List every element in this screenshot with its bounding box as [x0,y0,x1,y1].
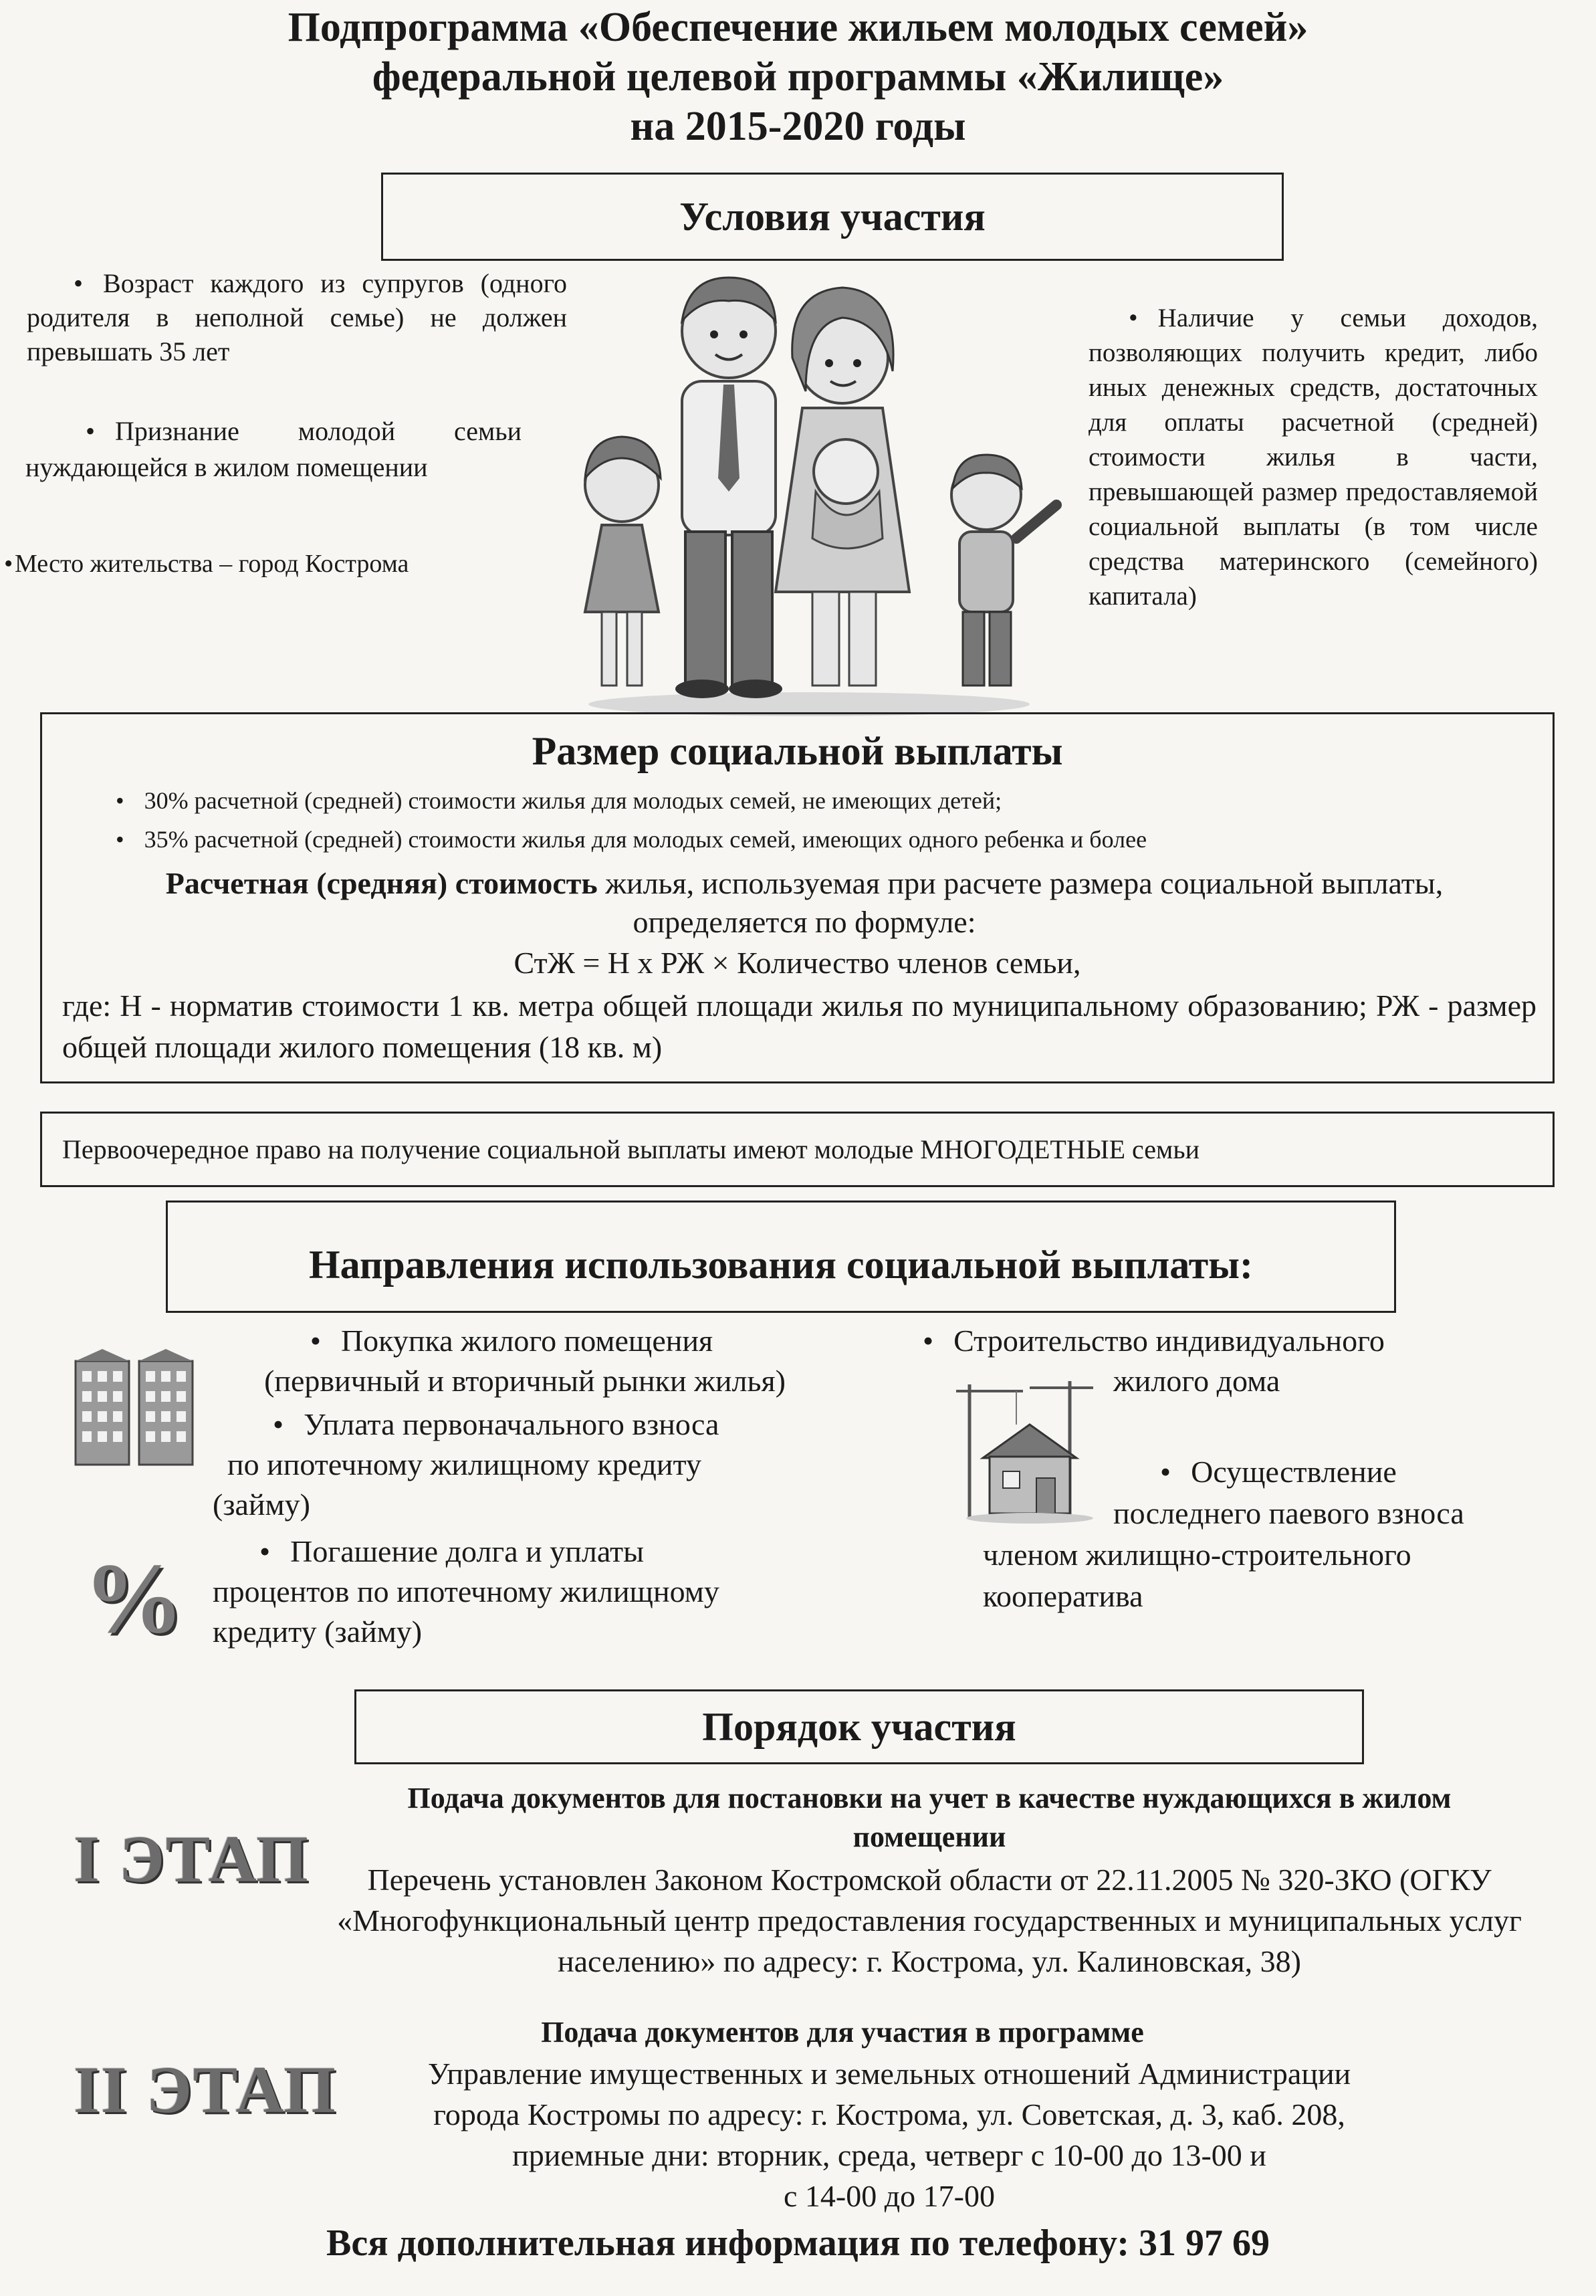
priority-box [40,1112,1555,1187]
procedure-title: Порядок участия [702,1705,1016,1749]
stage-1-label: I ЭТАП [74,1822,310,1896]
direction-cooperative-line-2: последнего паевого взноса [1113,1496,1464,1530]
direction-downpayment-line-3: (займу) [213,1487,310,1522]
direction-downpayment [213,1404,814,1525]
direction-construction-line-1: • Строительство индивидуального [923,1321,1524,1361]
condition-age-text: • Возраст каждого из супругов (одного родителя в неполной семье) не должен превышать 35 лет [27,268,567,367]
priority-text: Первоочередное право на получение социальной выплаты имеют молодые МНОГОДЕТНЫЕ семьи [62,1134,1200,1164]
stage-1-heading: Подача документов для постановки на учет в качестве нуждающихся в жилом помещении [407,1782,1452,1853]
stage-2-text-line-1: Управление имущественных и земельных отношений Администрации [427,2057,1351,2091]
condition-age [27,266,567,369]
page-title: Подпрограмма «Обеспечение жильем молодых семей» федеральной целевой программы «Жилище» на 2015-2020 годы [288,5,1308,149]
condition-residence [15,547,550,581]
direction-repayment-line-1: • Погашение долга и уплаты [213,1532,854,1572]
direction-purchase-line-1: • Покупка жилого помещения [204,1321,846,1361]
payment-item-2 [116,824,1147,855]
direction-downpayment-line-2: по ипотечному жилищному кредиту [227,1447,702,1481]
stage-2-text [308,2053,1471,2216]
directions-title: Направления использования социальной выплаты: [308,1243,1254,1287]
stage-2-label: II ЭТАП [74,2053,337,2127]
payment-box [40,712,1555,1083]
bullet-dot: • [4,550,13,578]
condition-needy [25,413,522,486]
condition-residence-text: Место жительства – город Кострома [15,550,409,578]
stage-2-heading: Подача документов для участия в программе [541,2016,1144,2049]
direction-repayment [213,1532,854,1652]
directions-title-box [166,1201,1396,1313]
formula: СтЖ = Н х РЖ × Количество членов семьи, [514,946,1081,980]
payment-title: Размер социальной выплаты [532,729,1063,773]
direction-repayment-line-3: кредиту (займу) [213,1614,423,1649]
payment-item-1-text: • 30% расчетной (средней) стоимости жилья для молодых семей, не имеющих детей; [116,787,1002,814]
payment-item-2-text: • 35% расчетной (средней) стоимости жилья для молодых семей, имеющих одного ребенка и более [116,826,1147,853]
formula-note: где: Н - норматив стоимости 1 кв. метра общей площади жилья по муниципальному образованию; РЖ - размер общей площади жилого помещения (18 кв. м) [62,988,1536,1064]
stage-1-text: Перечень установлен Законом Костромской области от 22.11.2005 № 320-ЗКО (ОГКУ «Многофункциональный центр предоставления государственных и муниципальных услуг населению» по адресу: г. Кострома, ул. Калиновская, 38) [337,1863,1522,1978]
formula-intro [122,864,1486,942]
payment-item-1 [116,785,1002,816]
direction-downpayment-line-1: • Уплата первоначального взноса [213,1404,814,1445]
condition-income [1089,301,1538,614]
formula-intro-rest: жилья, используемая при расчете размера социальной выплаты, определяется по формуле: [597,866,1444,939]
direction-cooperative-line-4: кооператива [983,1579,1143,1613]
direction-cooperative [983,1451,1558,1617]
conditions-title-box [381,173,1284,261]
stage-2-text-line-3: приемные дни: вторник, среда, четверг с 10-00 до 13-00 и [512,2138,1266,2172]
direction-cooperative-line-1: • Осуществление [983,1451,1558,1493]
condition-needy-text: • Признание молодой семьи нуждающейся в жилом помещении [25,416,522,482]
procedure-title-box [354,1689,1364,1764]
direction-purchase-line-2: (первичный и вторичный рынки жилья) [264,1364,786,1398]
stage-2-text-line-2: города Костромы по адресу: г. Кострома, ул. Советская, д. 3, каб. 208, [433,2097,1345,2131]
conditions-title: Условия участия [679,195,986,239]
direction-cooperative-line-3: членом жилищно-строительного [983,1538,1411,1572]
footer-phone-info: Вся дополнительная информация по телефону: 31 97 69 [326,2222,1270,2264]
formula-intro-bold: Расчетная (средняя) стоимость [165,866,598,900]
apartment-buildings-icon [72,1348,199,1468]
direction-construction-line-2: жилого дома [1113,1364,1280,1398]
condition-income-text: • Наличие у семьи доходов, позволяющих получить кредит, либо иных денежных средств, достаточных для оплаты расчетной (средней) стоимости жилья в части, превышающей размер предоставляемой социальной выплаты (в том числе средства материнского (семейного) капитала) [1089,304,1538,611]
direction-construction [923,1321,1524,1401]
family-illustration [548,257,1070,719]
percent-icon: % [84,1543,184,1654]
direction-repayment-line-2: процентов по ипотечному жилищному [213,1574,719,1608]
stage-2-text-line-4: с 14-00 до 17-00 [784,2179,995,2213]
direction-purchase [204,1321,846,1401]
